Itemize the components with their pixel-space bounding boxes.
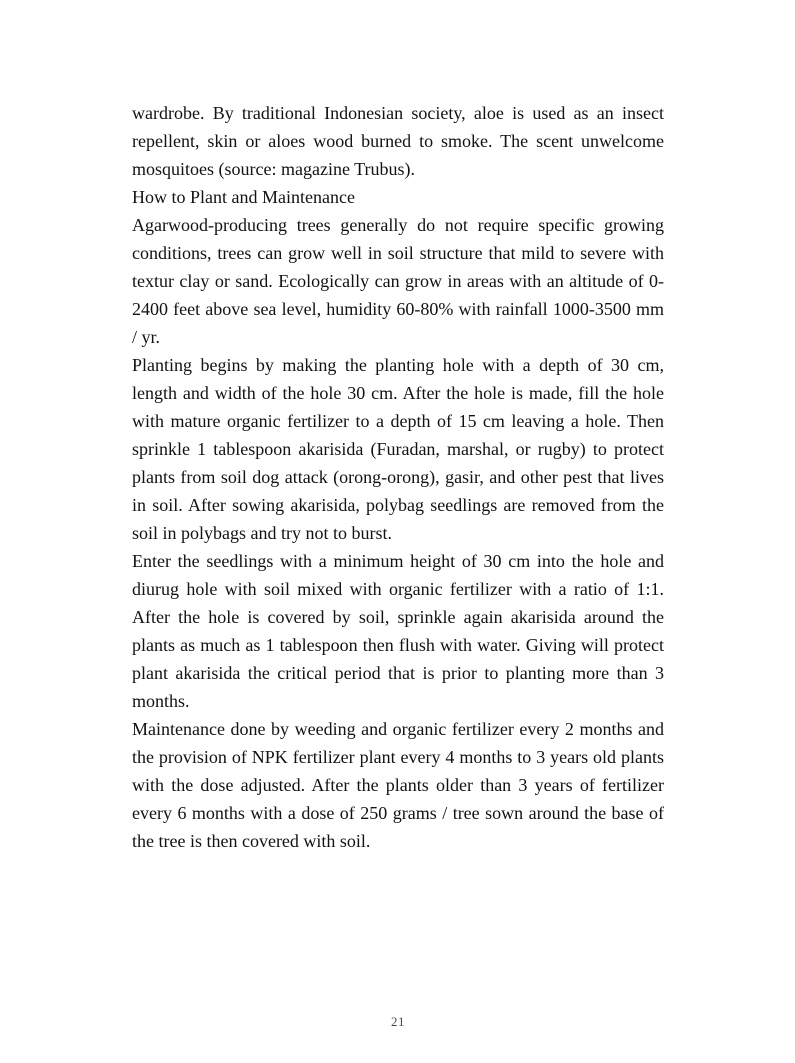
paragraph-wardrobe-aloe-uses: wardrobe. By traditional Indonesian society, aloe is used as an insect repellent, skin or aloes wood burned to smoke. The scent unwelcome mosquitoes (source: magazine Trubus). [132,103,664,179]
paragraph-maintenance: Maintenance done by weeding and organic fertilizer every 2 months and the provision of NPK fertilizer plant every 4 months to 3 years old plants with the dose adjusted. After the plants older than 3 years of fertilizer every 6 months with a dose of 250 grams / tree sown around the base of the tree is then covered with soil. [132,719,664,851]
paragraph-planting-hole: Planting begins by making the planting hole with a depth of 30 cm, length and width of the hole 30 cm. After the hole is made, fill the hole with mature organic fertilizer to a depth of 15 cm leaving a hole. Then sprinkle 1 tablespoon akarisida (Furadan, marshal, or rugby) to protect plants from soil dog attack (orong-orong), gasir, and other pest that lives in soil. After sowing akarisida, polybag seedlings are removed from the soil in polybags and try not to burst. [132,355,664,543]
page-number: 21 [391,1014,405,1029]
page-content [132,99,664,855]
paragraph-growing-conditions: Agarwood-producing trees generally do not require specific growing conditions, trees can grow well in soil structure that mild to severe with textur clay or sand. Ecologically can grow in areas with an altitude of 0-2400 feet above sea level, humidity 60-80% with rainfall 1000-3500 mm / yr. [132,215,664,347]
paragraph-seedlings: Enter the seedlings with a minimum height of 30 cm into the hole and diurug hole with soil mixed with organic fertilizer with a ratio of 1:1. After the hole is covered by soil, sprinkle again akarisida around the plants as much as 1 tablespoon then flush with water. Giving will protect plant akarisida the critical period that is prior to planting more than 3 months. [132,551,664,711]
section-heading-how-to-plant: How to Plant and Maintenance [132,187,355,207]
